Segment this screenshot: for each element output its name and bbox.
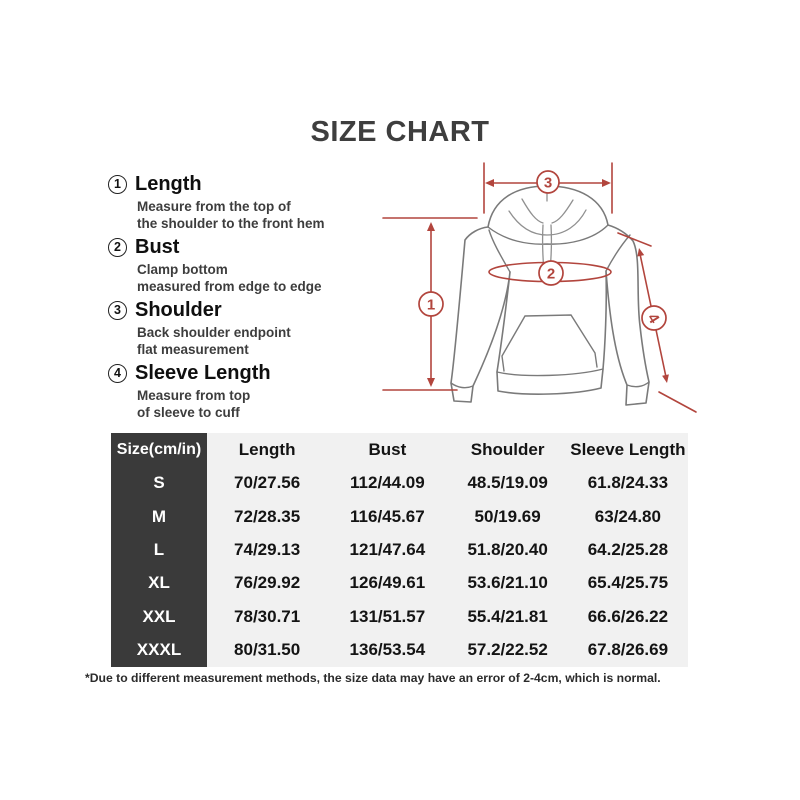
table-cell: 70/27.56 [234,473,301,493]
row-label-l: L [111,533,207,566]
table-cell: 131/51.57 [349,606,426,626]
table-cell: 72/28.35 [234,506,301,526]
definition-name: Shoulder [135,298,222,321]
row-label-s: S [111,466,207,499]
table-cell: 136/53.54 [349,640,426,660]
definition-description: Clamp bottom measured from edge to edge [137,262,322,294]
definition-bust [108,234,368,295]
table-cell: 55.4/21.81 [467,606,548,626]
table-cell: 61.8/24.33 [587,473,669,493]
definition-name: Bust [135,235,180,258]
table-cell: 66.6/26.22 [587,606,669,626]
callout-label-bust: 2 [546,265,556,283]
arrowhead [637,248,644,257]
circled-number-2: 2 [108,238,127,257]
table-cell: 64.2/25.28 [587,539,669,559]
definition-name: Sleeve Length [135,361,271,384]
page-title: SIZE CHART [310,116,490,148]
circled-number-3: 3 [108,301,127,320]
table-header-size: Size(cm/in) [111,433,207,466]
table-cell: 116/45.67 [350,506,425,526]
arrowhead [485,179,494,187]
definition-description: Measure from top of sleeve to cuff [137,388,251,420]
size-chart-table [111,433,688,667]
row-label-xxl: XXL [111,600,207,633]
table-header-bust: Bust [368,439,407,459]
arrowhead [662,374,669,383]
definition-sleeve-length [108,360,368,421]
definition-length [108,171,368,232]
definition-name: Length [135,172,202,195]
hoodie-silhouette [451,186,649,405]
callout-label-sleeve: 4 [643,310,663,327]
table-cell: 57.2/22.52 [467,640,548,660]
row-label-xl: XL [111,567,207,600]
table-cell: 53.6/21.10 [467,573,548,593]
table-cell: 76/29.92 [234,573,301,593]
definition-shoulder [108,297,368,358]
arrowhead [427,378,435,387]
table-cell: 78/30.71 [234,606,301,626]
definition-description: Measure from the top of the shoulder to the front hem [137,199,325,231]
table-header-shoulder: Shoulder [470,439,545,459]
table-cell: 74/29.13 [234,539,301,559]
table-cell: 112/44.09 [350,473,425,493]
callout-label-shoulder: 3 [543,174,553,192]
circled-number-4: 4 [108,364,127,383]
table-cell: 63/24.80 [594,506,661,526]
table-cell: 65.4/25.75 [587,573,669,593]
arrowhead [602,179,611,187]
table-cell: 121/47.64 [349,539,426,559]
table-cell: 50/19.69 [474,506,541,526]
hoodie-diagram-svg [360,155,705,425]
table-cell: 126/49.61 [349,573,426,593]
table-header-length: Length [238,439,296,459]
table-header-sleeve-length: Sleeve Length [570,439,686,459]
measurement-disclaimer: *Due to different measurement methods, the size data may have an error of 2-4cm, which is normal. [85,671,661,685]
table-cell: 67.8/26.69 [587,640,669,660]
table-cell: 51.8/20.40 [467,539,548,559]
row-label-xxxl: XXXL [111,634,207,667]
definition-description: Back shoulder endpoint flat measurement [137,325,291,357]
circled-number-1: 1 [108,175,127,194]
measurement-definitions [108,171,368,423]
row-label-m: M [111,500,207,533]
table-cell: 80/31.50 [234,640,301,660]
hoodie-measurement-diagram [360,155,705,425]
table-cell: 48.5/19.09 [467,473,548,493]
callout-label-length: 1 [426,296,436,314]
sleeve-extent-bar-bottom [659,392,696,412]
arrowhead [427,222,435,231]
